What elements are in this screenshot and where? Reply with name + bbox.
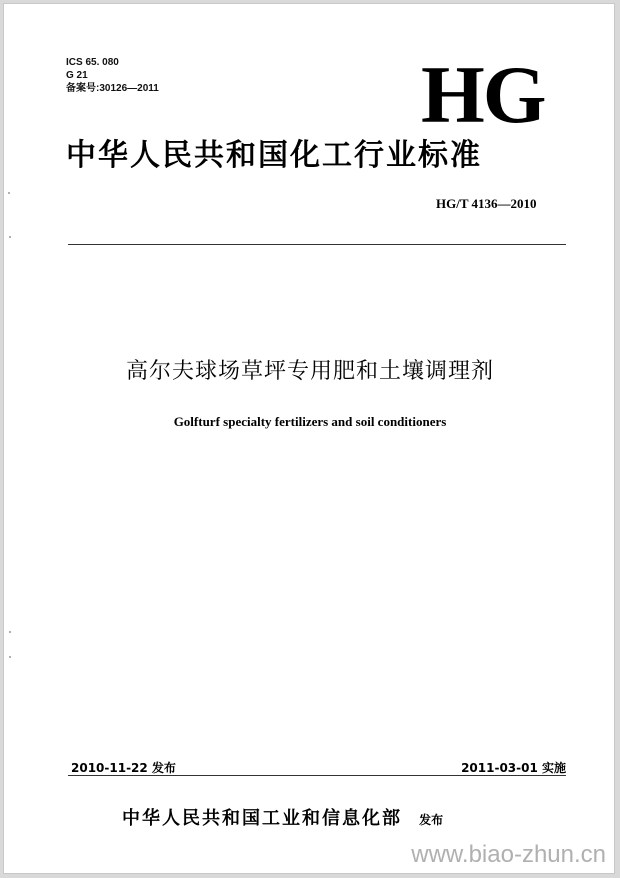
issue-date: 2010-11-22 发布 xyxy=(71,761,176,775)
scan-speck xyxy=(9,236,11,238)
standard-number: HG/T 4136—2010 xyxy=(436,196,537,211)
ccs-code: G 21 xyxy=(66,70,88,81)
document-title-en: Golfturf specialty fertilizers and soil conditioners xyxy=(173,414,447,429)
scan-speck xyxy=(9,656,11,658)
scan-speck xyxy=(9,631,11,633)
standard-category-title: 中华人民共和国化工行业标准 xyxy=(66,138,482,173)
effective-date: 2011-03-01 实施 xyxy=(461,761,566,775)
hg-logo: HG xyxy=(421,49,545,140)
bottom-divider xyxy=(68,775,566,776)
document-title-cn: 高尔夫球场草坪专用肥和土壤调理剂 xyxy=(125,359,494,384)
filing-number: 备案号:30126—2011 xyxy=(66,83,159,94)
ics-code: ICS 65. 080 xyxy=(66,57,119,68)
top-divider xyxy=(68,244,566,245)
issuer-action: 发布 xyxy=(419,813,444,827)
site-watermark: www.biao-zhun.cn xyxy=(411,841,606,868)
issuer-name: 中华人民共和国工业和信息化部 xyxy=(122,808,402,829)
issuer-line xyxy=(122,804,443,830)
scan-speck xyxy=(8,192,10,194)
standard-cover-page xyxy=(3,3,615,874)
classification-block xyxy=(66,56,159,95)
